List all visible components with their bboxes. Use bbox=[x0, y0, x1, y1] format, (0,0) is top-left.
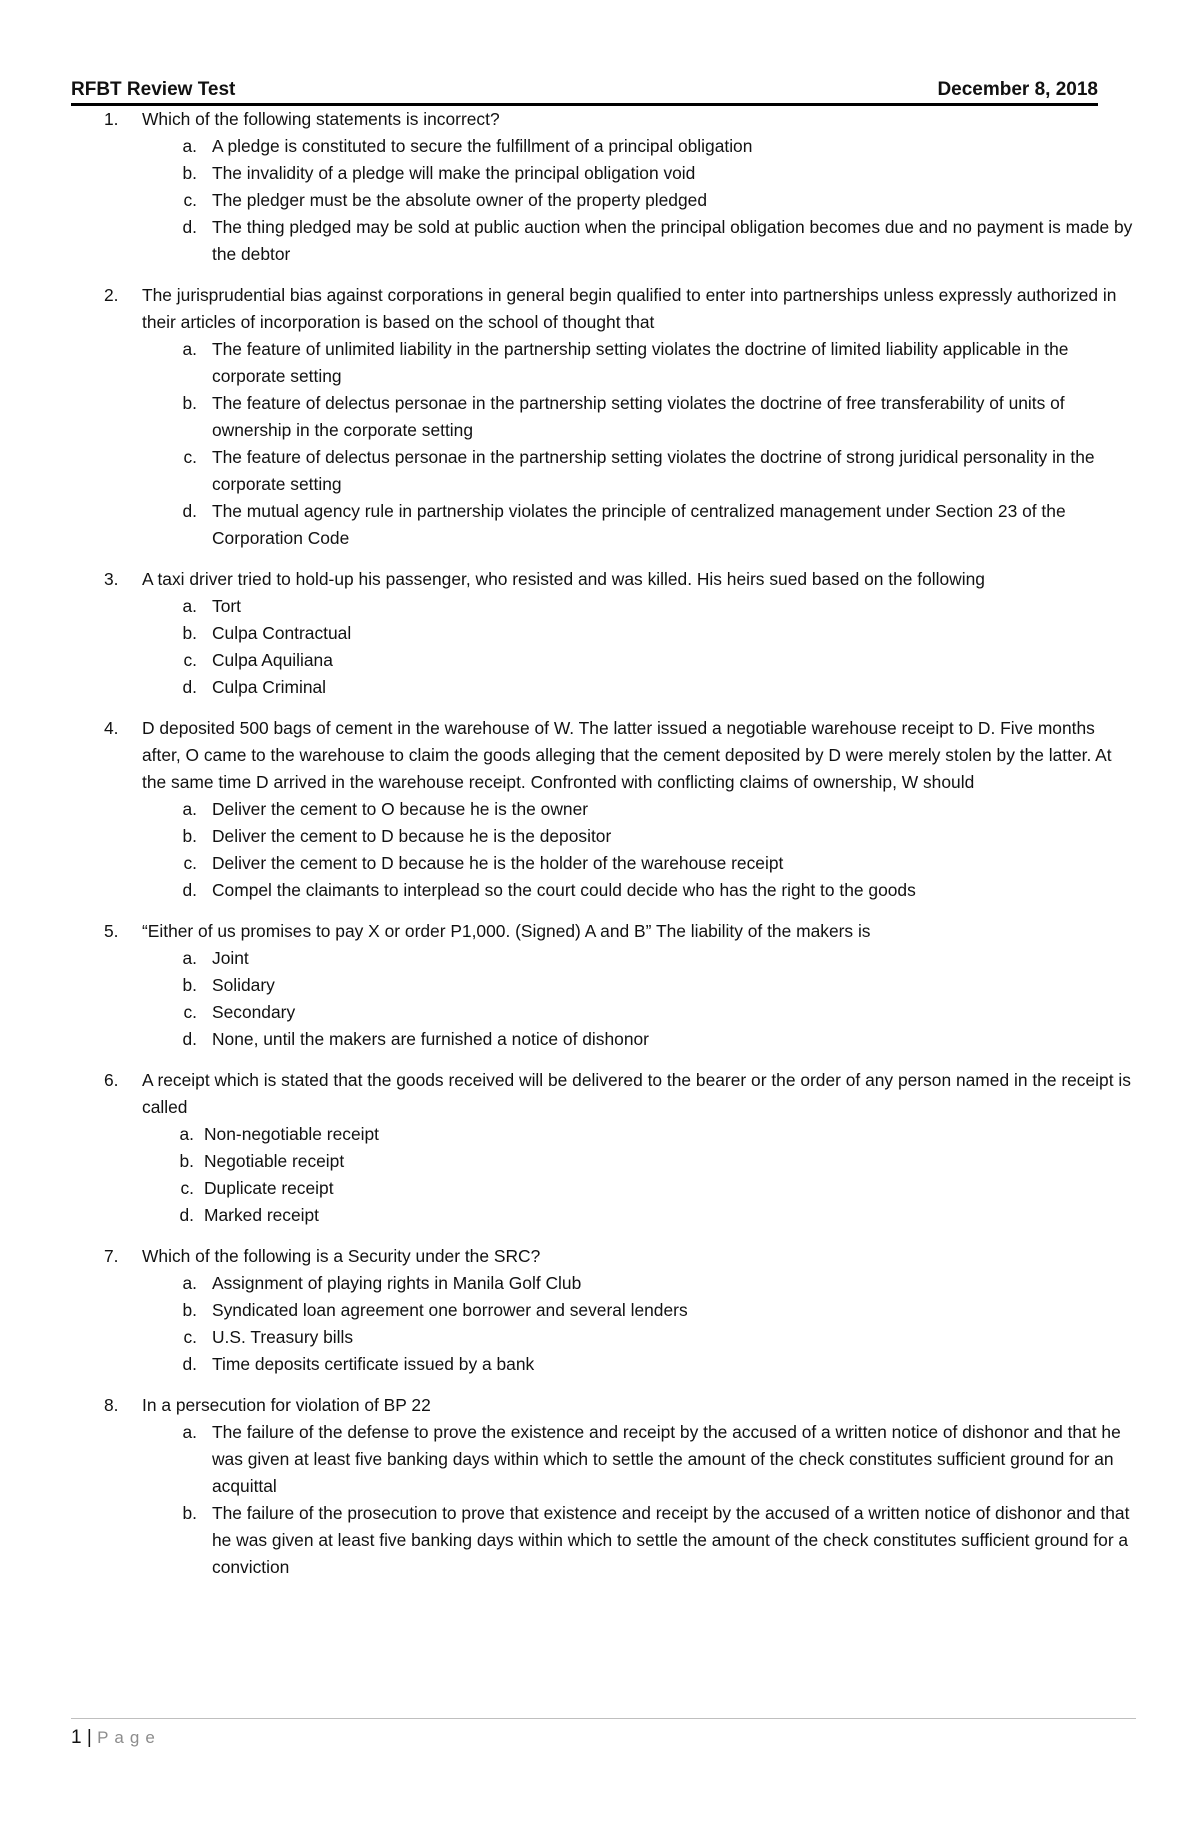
option-letter: b. bbox=[182, 163, 197, 183]
answer-option bbox=[142, 945, 1134, 972]
option-text: The failure of the defense to prove the existence and receipt by the accused of a written notice of dishonor and that he was given at least five banking days within which to settle the amount of the check constitutes sufficient ground for an acquittal bbox=[212, 1422, 1121, 1496]
answer-option bbox=[142, 214, 1134, 268]
option-letter: b. bbox=[182, 975, 197, 995]
question-item bbox=[104, 566, 1134, 701]
option-text: The pledger must be the absolute owner of the property pledged bbox=[212, 190, 707, 210]
page-separator: | bbox=[81, 1727, 98, 1748]
option-text: Marked receipt bbox=[204, 1205, 320, 1225]
question-body bbox=[142, 1243, 1134, 1378]
document-date: December 8, 2018 bbox=[937, 79, 1098, 100]
answer-option bbox=[142, 1148, 1134, 1175]
option-text: Non-negotiable receipt bbox=[204, 1124, 379, 1144]
question-text: In a persecution for violation of BP 22 bbox=[142, 1395, 431, 1415]
answer-options bbox=[142, 796, 1134, 904]
question-number: 6. bbox=[104, 1070, 119, 1090]
option-letter: b. bbox=[182, 623, 197, 643]
option-letter: a. bbox=[182, 799, 197, 819]
option-text: The feature of delectus personae in the partnership setting violates the doctrine of free transferability of units of ownership in the corporate setting bbox=[212, 393, 1065, 440]
answer-option bbox=[142, 498, 1134, 552]
answer-option bbox=[142, 1175, 1134, 1202]
option-letter: c. bbox=[183, 650, 197, 670]
option-text: Solidary bbox=[212, 975, 275, 995]
option-letter: d. bbox=[182, 1029, 197, 1049]
option-text: None, until the makers are furnished a notice of dishonor bbox=[212, 1029, 649, 1049]
answer-option bbox=[142, 1297, 1134, 1324]
answer-options bbox=[142, 133, 1134, 268]
option-text: A pledge is constituted to secure the fulfillment of a principal obligation bbox=[212, 136, 753, 156]
answer-option bbox=[142, 850, 1134, 877]
option-text: The invalidity of a pledge will make the principal obligation void bbox=[212, 163, 696, 183]
answer-option bbox=[142, 1324, 1134, 1351]
answer-option bbox=[142, 336, 1134, 390]
option-text: The mutual agency rule in partnership violates the principle of centralized management under Section 23 of the Corporation Code bbox=[212, 501, 1066, 548]
answer-option bbox=[142, 1202, 1134, 1229]
question-item bbox=[104, 1392, 1134, 1581]
option-text: Culpa Criminal bbox=[212, 677, 327, 697]
question-item bbox=[104, 1067, 1134, 1229]
option-text: Culpa Aquiliana bbox=[212, 650, 333, 670]
answer-option bbox=[142, 823, 1134, 850]
option-letter: b. bbox=[182, 393, 197, 413]
answer-option bbox=[142, 1500, 1134, 1581]
option-letter: a. bbox=[182, 1273, 197, 1293]
question-list bbox=[104, 106, 1134, 1595]
answer-option bbox=[142, 1351, 1134, 1378]
option-letter: a. bbox=[182, 339, 197, 359]
page-label: Page bbox=[97, 1728, 161, 1747]
option-text: Deliver the cement to D because he is the holder of the warehouse receipt bbox=[212, 853, 784, 873]
answer-option bbox=[142, 1270, 1134, 1297]
question-text: The jurisprudential bias against corporations in general begin qualified to enter into partnerships unless expressly authorized in their articles of incorporation is based on the school of thought that bbox=[142, 285, 1117, 332]
answer-option bbox=[142, 1419, 1134, 1500]
answer-options bbox=[142, 336, 1134, 552]
option-letter: a. bbox=[182, 1422, 197, 1442]
option-letter: d. bbox=[179, 1205, 194, 1225]
option-text: Secondary bbox=[212, 1002, 296, 1022]
question-body bbox=[142, 106, 1134, 268]
question-text: A receipt which is stated that the goods received will be delivered to the bearer or the order of any person named in the receipt is called bbox=[142, 1070, 1131, 1117]
answer-options bbox=[142, 1270, 1134, 1378]
question-text: “Either of us promises to pay X or order P1,000. (Signed) A and B” The liability of the makers is bbox=[142, 921, 871, 941]
option-text: Compel the claimants to interplead so the court could decide who has the right to the goods bbox=[212, 880, 916, 900]
question-number: 3. bbox=[104, 569, 119, 589]
option-text: The feature of delectus personae in the partnership setting violates the doctrine of strong juridical personality in the corporate setting bbox=[212, 447, 1095, 494]
answer-option bbox=[142, 160, 1134, 187]
answer-option bbox=[142, 133, 1134, 160]
option-text: Joint bbox=[212, 948, 249, 968]
question-text: Which of the following statements is incorrect? bbox=[142, 109, 500, 129]
question-body bbox=[142, 1392, 1134, 1581]
option-text: U.S. Treasury bills bbox=[212, 1327, 354, 1347]
option-text: The feature of unlimited liability in the partnership setting violates the doctrine of limited liability applicable in the corporate setting bbox=[212, 339, 1069, 386]
answer-option bbox=[142, 187, 1134, 214]
option-text: Syndicated loan agreement one borrower and several lenders bbox=[212, 1300, 688, 1320]
question-item bbox=[104, 918, 1134, 1053]
option-letter: d. bbox=[182, 501, 197, 521]
option-text: The thing pledged may be sold at public auction when the principal obligation becomes due and no payment is made by the debtor bbox=[212, 217, 1133, 264]
answer-options bbox=[142, 1419, 1134, 1581]
answer-options bbox=[142, 945, 1134, 1053]
option-letter: b. bbox=[179, 1151, 194, 1171]
answer-option bbox=[142, 647, 1134, 674]
question-number: 2. bbox=[104, 285, 119, 305]
option-text: Assignment of playing rights in Manila Golf Club bbox=[212, 1273, 582, 1293]
question-item bbox=[104, 282, 1134, 552]
answer-option bbox=[142, 999, 1134, 1026]
question-body bbox=[142, 715, 1134, 904]
option-text: Duplicate receipt bbox=[204, 1178, 334, 1198]
option-text: The failure of the prosecution to prove that existence and receipt by the accused of a written notice of dishonor and that he was given at least five banking days within which to settle the amount of the check constitutes sufficient ground for a conviction bbox=[212, 1503, 1130, 1577]
question-body bbox=[142, 1067, 1134, 1229]
answer-option bbox=[142, 674, 1134, 701]
question-text: D deposited 500 bags of cement in the warehouse of W. The latter issued a negotiable warehouse receipt to D. Five months after, O came to the warehouse to claim the goods alleging that the cement deposited by D were merely stolen by the latter. At the same time D arrived in the warehouse receipt. Confronted with conflicting claims of ownership, W should bbox=[142, 718, 1112, 792]
question-number: 4. bbox=[104, 718, 119, 738]
option-text: Deliver the cement to O because he is the owner bbox=[212, 799, 589, 819]
answer-option bbox=[142, 1026, 1134, 1053]
option-letter: a. bbox=[182, 948, 197, 968]
option-text: Tort bbox=[212, 596, 241, 616]
question-item bbox=[104, 1243, 1134, 1378]
option-letter: b. bbox=[182, 826, 197, 846]
option-letter: c. bbox=[183, 190, 197, 210]
question-body bbox=[142, 282, 1134, 552]
option-letter: c. bbox=[183, 853, 197, 873]
option-letter: d. bbox=[182, 217, 197, 237]
question-item bbox=[104, 106, 1134, 268]
option-letter: d. bbox=[182, 880, 197, 900]
option-letter: b. bbox=[182, 1300, 197, 1320]
answer-options bbox=[142, 593, 1134, 701]
answer-option bbox=[142, 972, 1134, 999]
option-text: Negotiable receipt bbox=[204, 1151, 345, 1171]
question-number: 1. bbox=[104, 109, 119, 129]
option-text: Deliver the cement to D because he is the depositor bbox=[212, 826, 612, 846]
option-letter: c. bbox=[183, 1002, 197, 1022]
answer-options bbox=[142, 1121, 1134, 1229]
answer-option bbox=[142, 444, 1134, 498]
answer-option bbox=[142, 796, 1134, 823]
option-letter: c. bbox=[180, 1178, 194, 1198]
page-number: 1 bbox=[71, 1727, 82, 1748]
question-item bbox=[104, 715, 1134, 904]
question-text: Which of the following is a Security under the SRC? bbox=[142, 1246, 541, 1266]
question-number: 7. bbox=[104, 1246, 119, 1266]
question-body bbox=[142, 566, 1134, 701]
answer-option bbox=[142, 1121, 1134, 1148]
option-letter: a. bbox=[182, 136, 197, 156]
page-footer bbox=[71, 1718, 1136, 1751]
document-title: RFBT Review Test bbox=[71, 79, 236, 100]
option-letter: c. bbox=[183, 1327, 197, 1347]
option-letter: a. bbox=[182, 596, 197, 616]
answer-option bbox=[142, 620, 1134, 647]
option-text: Time deposits certificate issued by a bank bbox=[212, 1354, 535, 1374]
answer-option bbox=[142, 390, 1134, 444]
option-letter: c. bbox=[183, 447, 197, 467]
question-number: 8. bbox=[104, 1395, 119, 1415]
question-body bbox=[142, 918, 1134, 1053]
option-letter: d. bbox=[182, 1354, 197, 1374]
option-letter: d. bbox=[182, 677, 197, 697]
option-letter: b. bbox=[182, 1503, 197, 1523]
option-text: Culpa Contractual bbox=[212, 623, 352, 643]
option-letter: a. bbox=[179, 1124, 194, 1144]
page-header bbox=[71, 72, 1098, 106]
question-text: A taxi driver tried to hold-up his passenger, who resisted and was killed. His heirs sued based on the following bbox=[142, 569, 985, 589]
answer-option bbox=[142, 593, 1134, 620]
answer-option bbox=[142, 877, 1134, 904]
question-number: 5. bbox=[104, 921, 119, 941]
